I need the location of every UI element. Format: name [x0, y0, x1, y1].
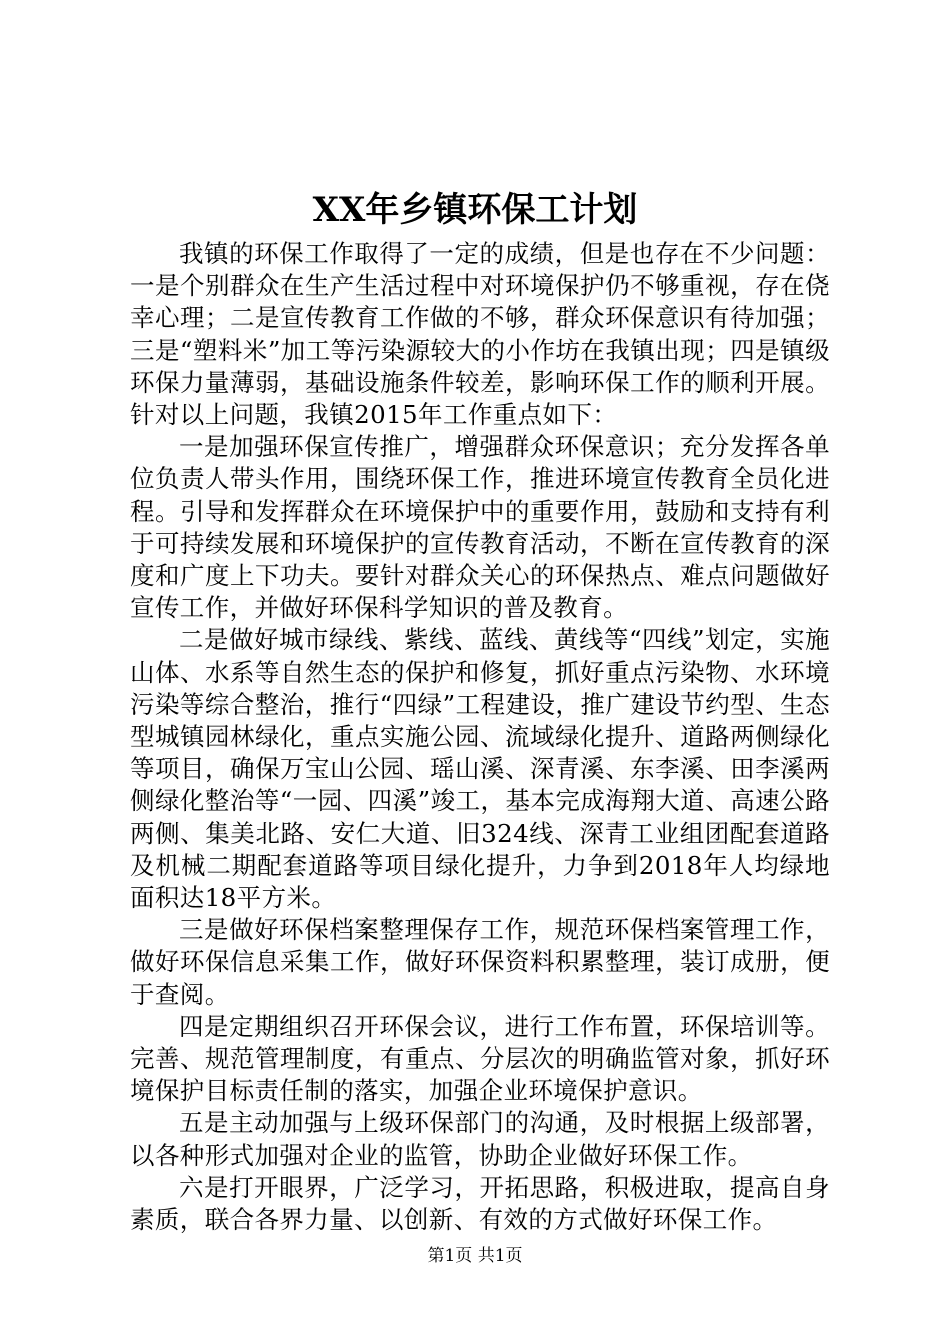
paragraph-item-1: 一是加强环保宣传推广，增强群众环保意识；充分发挥各单位负责人带头作用，围绕环保工作，推进环境宣传教育全员化进程。引导和发挥群众在环境保护中的重要作用，鼓励和支持有利于可持续发展和环境保护的宣传教育活动，不断在宣传教育的深度和广度上下功夫。要针对群众关心的环保热点、难点问题做好宣传工作，并做好环保科学知识的普及教育。 [130, 432, 830, 623]
paragraph-item-3: 三是做好环保档案整理保存工作，规范环保档案管理工作，做好环保信息采集工作，做好环保资料积累整理，装订成册，便于查阅。 [130, 915, 830, 1009]
document-body [130, 238, 830, 1236]
paragraph-item-6: 六是打开眼界，广泛学习，开拓思路，积极进取，提高自身素质，联合各界力量、以创新、有效的方式做好环保工作。 [130, 1172, 830, 1235]
paragraph-item-5: 五是主动加强与上级环保部门的沟通，及时根据上级部署，以各种形式加强对企业的监管，协助企业做好环保工作。 [130, 1108, 830, 1170]
paragraph-item-4: 四是定期组织召开环保会议，进行工作布置，环保培训等。完善、规范管理制度，有重点、分层次的明确监管对象，抓好环境保护目标责任制的落实，加强企业环境保护意识。 [130, 1011, 830, 1106]
paragraph-intro: 我镇的环保工作取得了一定的成绩，但是也存在不少问题：一是个别群众在生产生活过程中对环境保护仍不够重视，存在侥幸心理；二是宣传教育工作做的不够，群众环保意识有待加强；三是“塑料米”加工等污染源较大的小作坊在我镇出现；四是镇级环保力量薄弱，基础设施条件较差，影响环保工作的顺利开展。针对以上问题，我镇2015年工作重点如下： [130, 239, 830, 430]
document-title: XX年乡镇环保工计划 [312, 190, 638, 230]
paragraph-item-2: 二是做好城市绿线、紫线、蓝线、黄线等“四线”划定，实施山体、水系等自然生态的保护和修复，抓好重点污染物、水环境污染等综合整治，推行“四绿”工程建设，推广建设节约型、生态型城镇园林绿化，重点实施公园、流域绿化提升、道路两侧绿化等项目，确保万宝山公园、瑶山溪、深青溪、东李溪、田李溪两侧绿化整治等“一园、四溪”竣工，基本完成海翔大道、高速公路两侧、集美北路、安仁大道、旧324线、深青工业组团配套道路及机械二期配套道路等项目绿化提升，力争到2018年人均绿地面积达18平方米。 [130, 625, 830, 913]
page-footer: 第1页 共1页 [427, 1246, 523, 1266]
